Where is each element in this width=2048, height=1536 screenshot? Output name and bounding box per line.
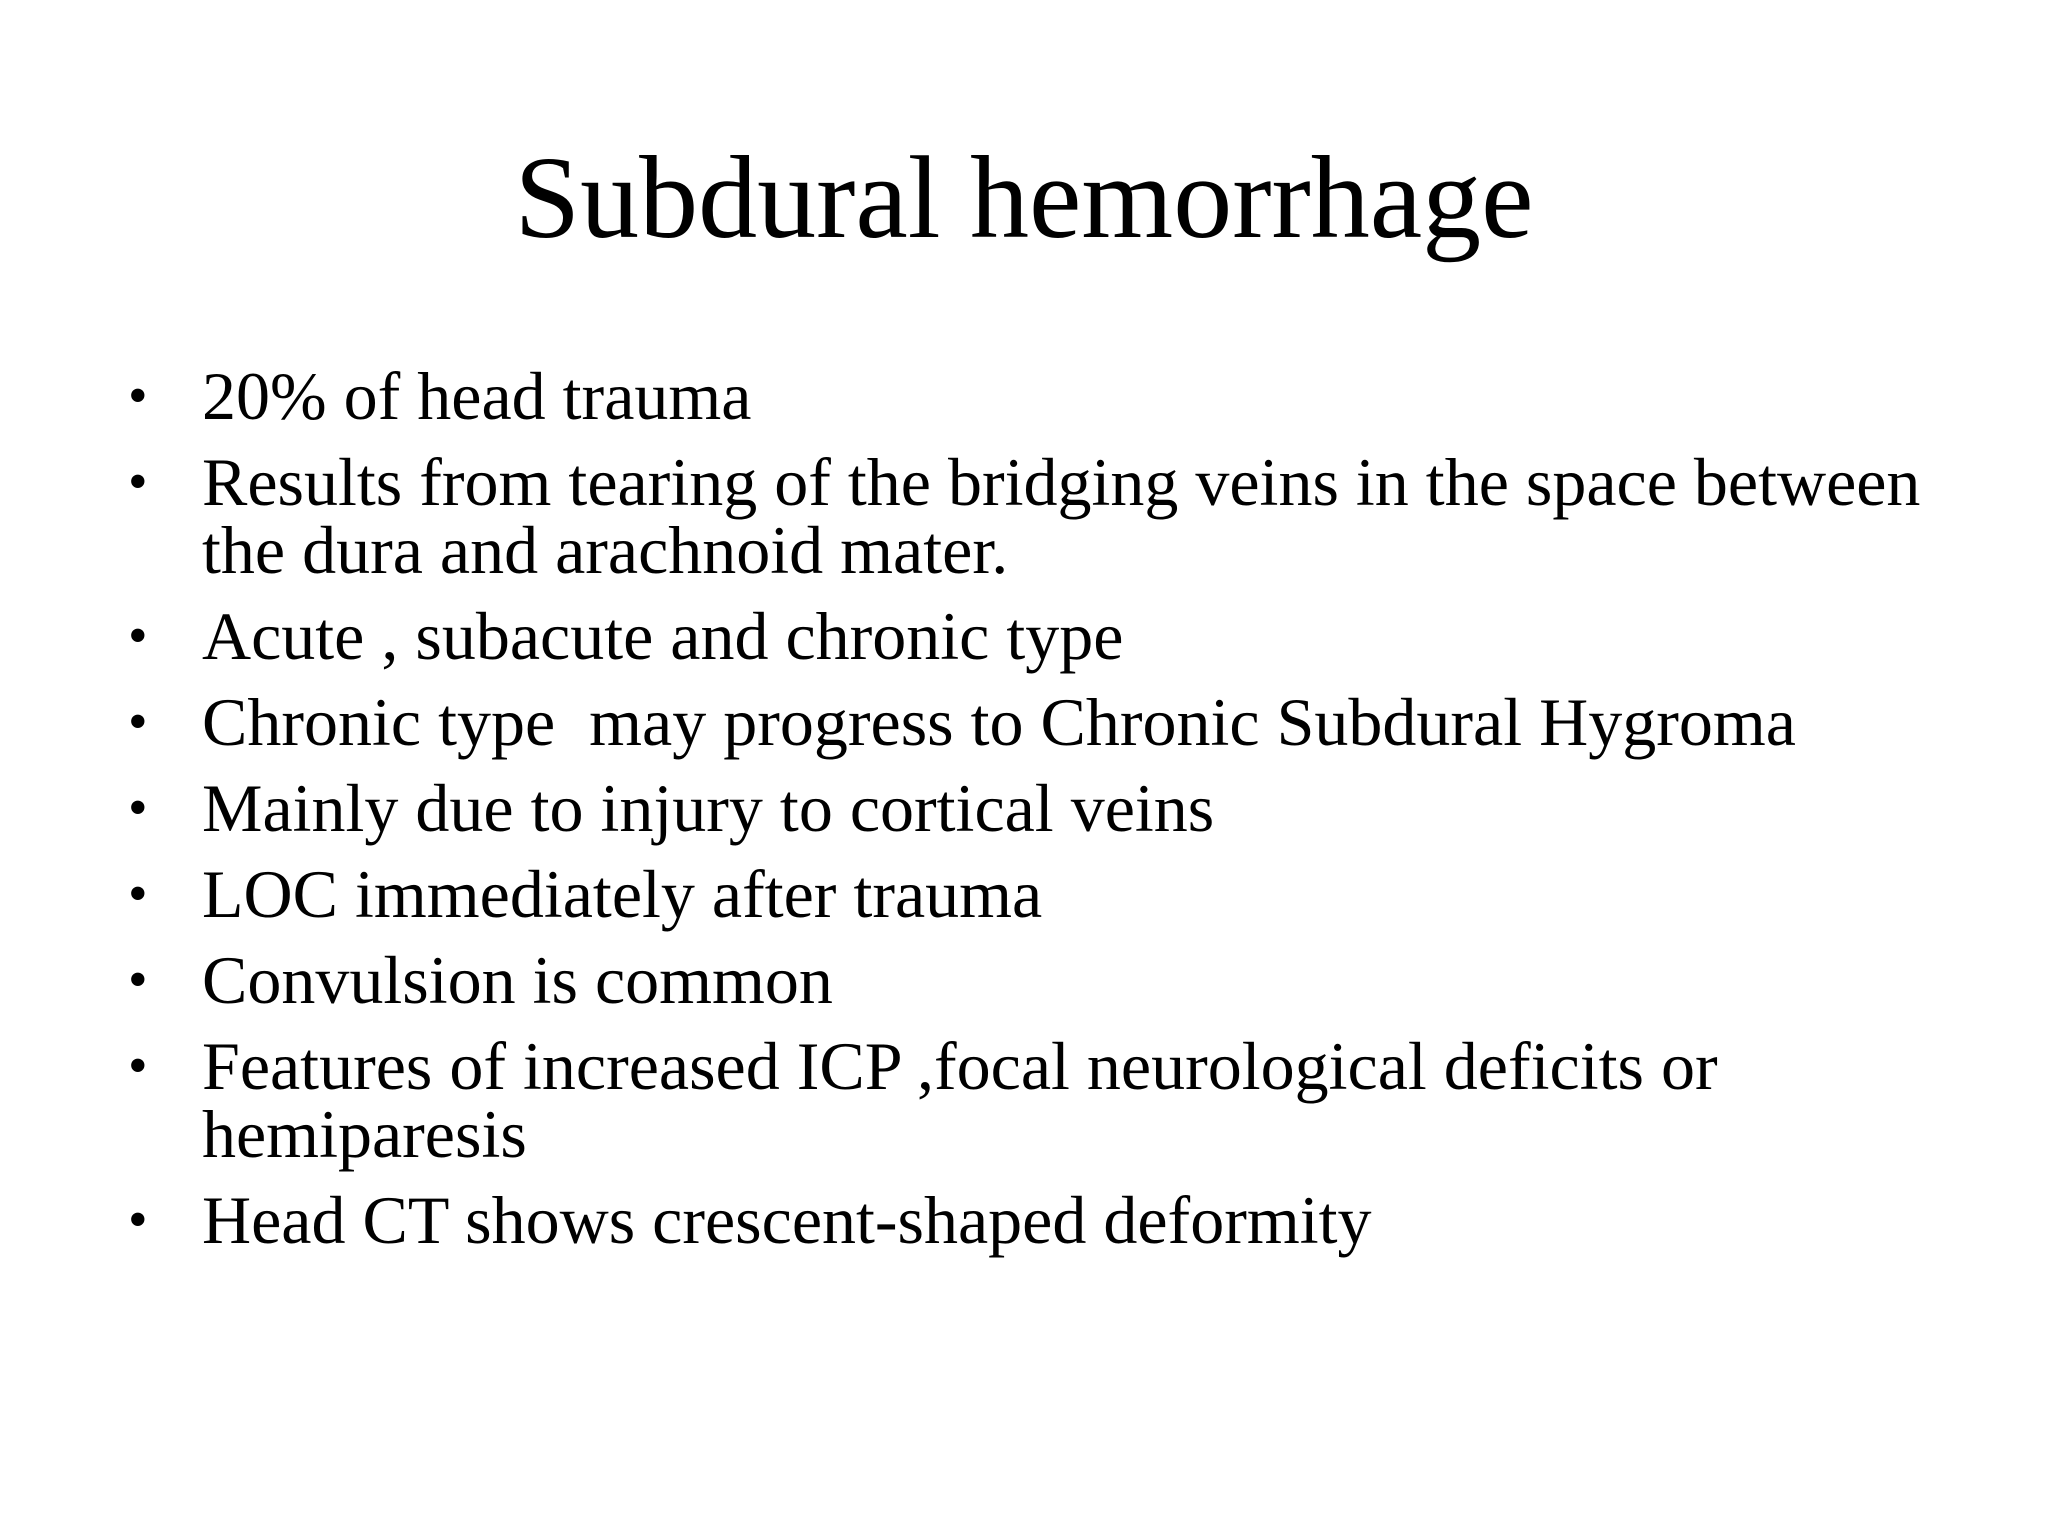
bullet-text: Mainly due to injury to cortical veins — [202, 770, 1215, 846]
bullet-text: Acute , subacute and chronic type — [202, 598, 1124, 674]
bullet-icon: • — [128, 1035, 148, 1097]
bullet-item — [118, 856, 1998, 932]
bullet-item — [118, 1182, 1998, 1258]
bullet-item — [118, 770, 1998, 846]
bullet-text: Results from tearing of the bridging veins in the space between the dura and arachnoid mater. — [202, 444, 1938, 588]
bullet-text: Convulsion is common — [202, 942, 833, 1018]
bullet-icon: • — [128, 451, 148, 513]
bullet-icon: • — [128, 1189, 148, 1251]
bullet-item — [118, 598, 1998, 674]
bullet-icon: • — [128, 365, 148, 427]
slide-title: Subdural hemorrhage — [514, 132, 1534, 263]
bullet-item — [118, 1028, 1998, 1172]
bullet-text: Chronic type may progress to Chronic Subdural Hygroma — [202, 684, 1796, 760]
bullet-item — [118, 444, 1998, 588]
bullet-icon: • — [128, 605, 148, 667]
bullet-icon: • — [128, 691, 148, 753]
bullet-icon: • — [128, 949, 148, 1011]
bullet-text: Features of increased ICP ,focal neurological deficits or hemiparesis — [202, 1028, 1735, 1172]
bullet-icon: • — [128, 777, 148, 839]
bullet-icon: • — [128, 863, 148, 925]
bullet-text: LOC immediately after trauma — [202, 856, 1043, 932]
bullet-text: 20% of head trauma — [202, 358, 752, 434]
bullet-list — [118, 358, 1998, 1272]
bullet-item — [118, 684, 1998, 760]
bullet-item — [118, 942, 1998, 1018]
bullet-item — [118, 358, 1998, 434]
bullet-text: Head CT shows crescent-shaped deformity — [202, 1182, 1372, 1258]
